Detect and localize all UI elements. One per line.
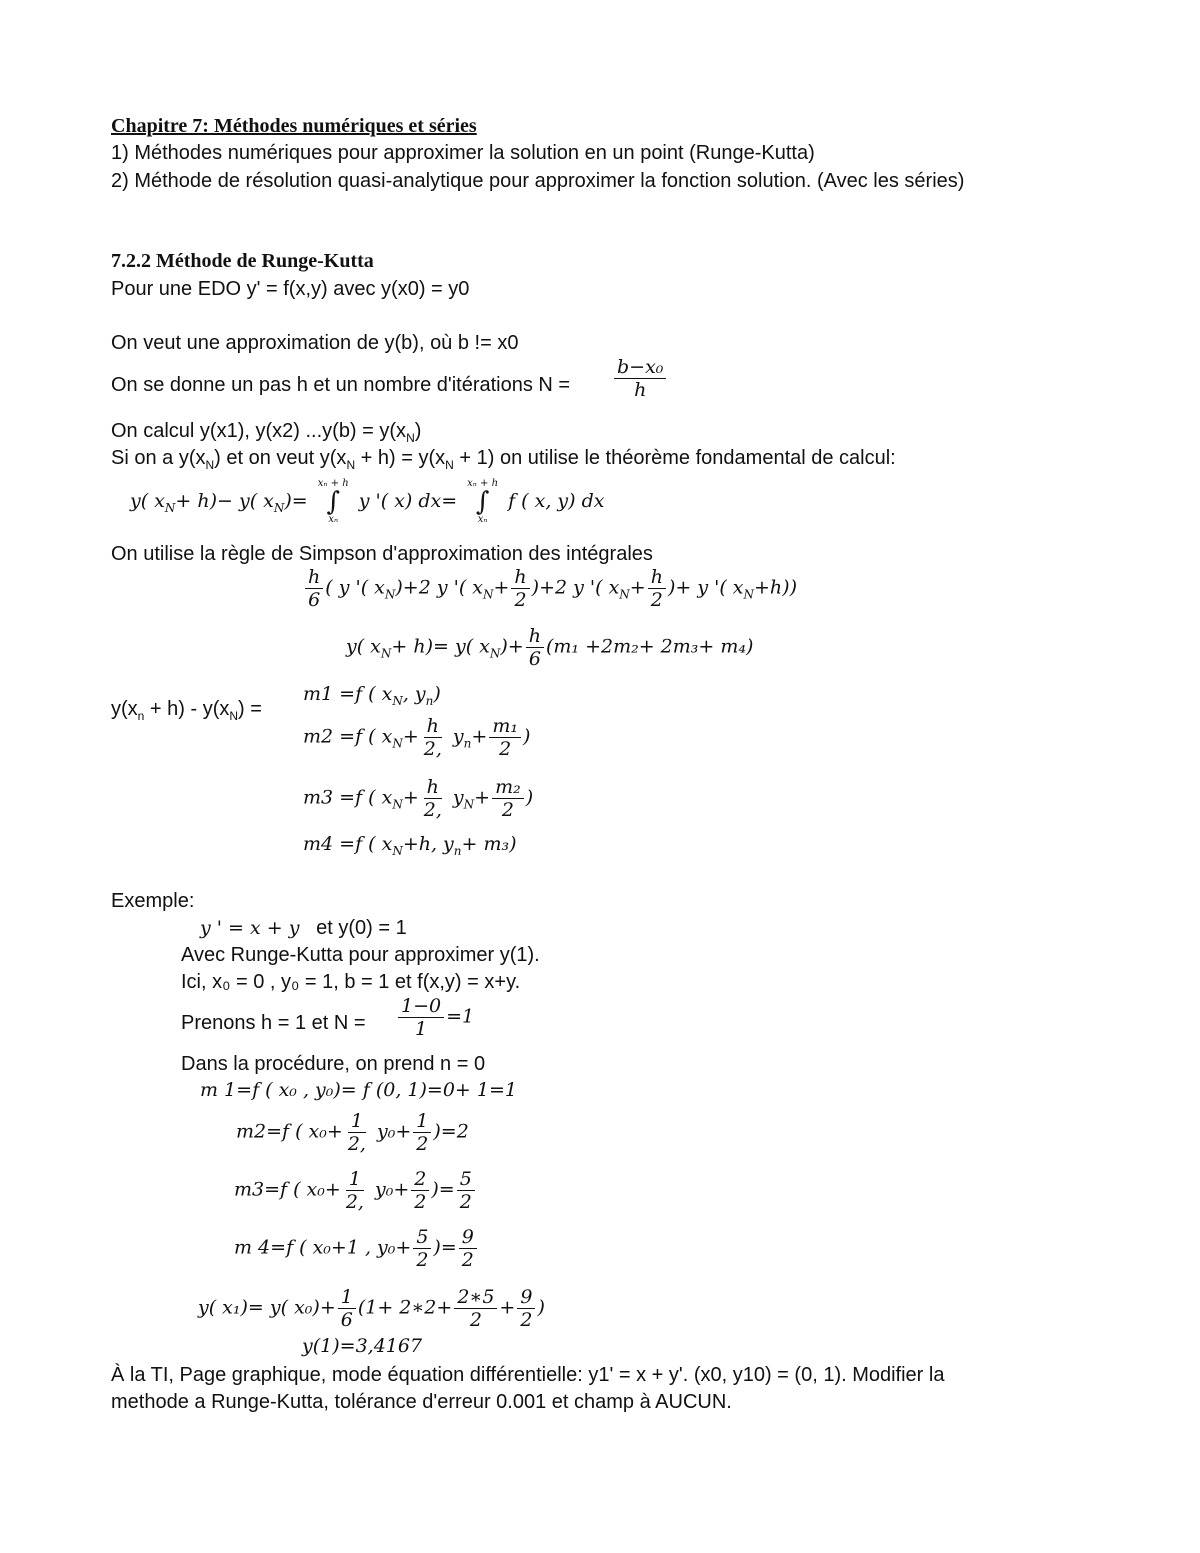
fraction-denominator: 2 [501,799,514,821]
fraction-denominator: 2 [414,1191,427,1213]
subscript: N [483,587,494,602]
math-text: +h)) [754,576,797,599]
chapter-title: Chapitre 7: Méthodes numériques et séries [111,115,477,137]
text: ) [414,420,422,442]
paragraph: Pour une EDO y' = f(x,y) avec y(x0) = y0 [111,278,470,300]
math-text: ) [525,786,534,809]
math-text: y '( x) dx= [358,490,458,512]
math-text: m1 =f ( x [303,683,393,705]
paragraph: Dans la procédure, on prend n = 0 [181,1053,486,1075]
fraction-numerator: h [305,566,323,589]
math-text: )+ [500,635,524,658]
math-text: y ' = x + y [200,917,300,939]
fraction-denominator: 6 [340,1309,353,1331]
paragraph: On se donne un pas h et un nombre d'itérations N = [111,374,571,396]
integral-sign: xₙ + h ∫ xₙ [467,478,499,525]
math-text: m2 =f ( x [303,725,393,748]
math-text: + h)= y( x [391,635,490,658]
fraction-denominator: 2 [514,589,527,611]
math-text: y( x₁)= y( x₀)+ [198,1296,336,1319]
fraction-denominator: 2 [461,1249,474,1271]
subscript: N [743,587,755,602]
math-text: m2=f ( x₀+ [236,1120,343,1143]
math-text: y₀+ [368,1178,410,1201]
math-text: y( x [130,490,165,512]
fraction-numerator: 2 [411,1168,429,1191]
m1-formula [303,682,441,713]
fraction-numerator: b−x₀ [614,356,666,379]
subscript: N [273,500,285,515]
math-text: + [499,1296,516,1319]
math-text: m 4=f ( x₀+1 , y₀+ [234,1236,412,1259]
math-text: )+2 y '( x [531,576,620,599]
example-m1: m 1=f ( x₀ , y₀)= f (0, 1)=0+ 1=1 [200,1079,517,1101]
fraction-denominator: 6 [308,589,321,611]
paragraph: Avec Runge-Kutta pour approximer y(1). [181,944,540,966]
subscript: N [619,587,630,602]
step-fraction [612,356,668,401]
subscript: N [406,431,415,445]
math-text: ) [537,1296,545,1319]
list-item: 1) Méthodes numériques pour approximer la solution en un point (Runge-Kutta) [111,142,815,164]
math-text: + h)− y( x [175,490,274,512]
text: et y(0) = 1 [316,917,407,939]
integral-lower: xₙ [477,514,488,525]
fraction-numerator: 1 [338,1286,356,1309]
math-text: )=2 [433,1120,469,1143]
math-text: (1+ 2∗2+ [357,1296,453,1319]
math-text: y( x [346,635,381,658]
math-text: + [629,576,646,599]
math-text: (m₁ +2m₂+ 2m₃+ m₄) [545,635,754,658]
paragraph: On utilise la règle de Simpson d'approximation des intégrales [111,543,653,565]
math-text: )= [431,1178,455,1201]
example-result: y(1)=3,4167 [302,1335,423,1357]
m4-formula [303,832,517,863]
fraction-denominator: 2 [416,1133,429,1155]
subscript: n [425,693,434,708]
math-text: y [446,786,464,809]
math-text: =1 [446,1005,475,1028]
example-m4 [234,1226,479,1271]
section-title: 7.2.2 Méthode de Runge-Kutta [111,250,374,272]
math-text: )= [284,490,308,512]
math-text: )+ y '( x [667,576,744,599]
paragraph: On veut une approximation de y(b), où b != x0 [111,332,519,354]
example-m2 [236,1110,469,1155]
fraction-denominator: 2, [345,1191,364,1213]
fraction-numerator: 5 [457,1168,475,1191]
example-m3 [234,1168,477,1213]
math-text: +h, y [402,833,454,855]
paragraph: Ici, x₀ = 0 , y₀ = 1, b = 1 et f(x,y) = x+y. [181,971,521,993]
math-text: + [493,576,510,599]
math-text: ) [433,683,441,705]
subscript: N [229,709,239,723]
fraction-numerator: h [526,625,544,648]
subscript: N [392,693,403,708]
integral-upper: xₙ + h [317,478,349,489]
text: + h) - y(x [144,698,230,720]
fraction-numerator: h [424,776,442,799]
subscript: n [137,709,145,723]
fraction-denominator: 2, [423,799,442,821]
fraction-numerator: 1 [346,1168,364,1191]
fraction-denominator: 1 [415,1018,428,1040]
fraction-denominator: 2 [499,738,512,760]
subscript: N [392,736,403,751]
integral-lower: xₙ [328,514,339,525]
fraction-denominator: 2 [469,1309,482,1331]
math-text: y [446,725,464,748]
text: y(x [111,698,138,720]
math-text: + [474,786,491,809]
subscript: N [463,797,475,812]
text: ) = [238,698,262,720]
math-text: m3=f ( x₀+ [234,1178,341,1201]
difference-label [111,696,262,729]
example-y1 [198,1286,545,1331]
paragraph [111,445,896,478]
fraction-denominator: 2, [347,1133,366,1155]
text: Si on a y(x [111,447,206,469]
subscript: N [380,646,392,661]
fraction-numerator: m₂ [492,776,524,799]
fraction-numerator: h [648,566,666,589]
math-text: m3 =f ( x [303,786,393,809]
fraction-numerator: 9 [459,1226,477,1249]
math-text: )+2 y '( x [395,576,483,599]
math-text: )= [433,1236,457,1259]
fraction-numerator: 5 [413,1226,431,1249]
fraction-numerator: 1 [348,1110,366,1133]
math-text: , y [402,683,426,705]
subscript: N [346,458,356,472]
m3-formula [303,776,533,821]
subscript: n [453,843,462,858]
fraction-numerator: h [511,566,529,589]
ftc-equation [130,478,604,526]
list-item: 2) Méthode de résolution quasi-analytique pour approximer la fonction solution. (Avec les séries) [111,170,965,192]
fraction-numerator: 9 [517,1286,535,1309]
fraction-denominator: 2, [423,738,442,760]
fraction-denominator: 2 [650,589,663,611]
subscript: N [445,458,454,472]
subscript: N [205,458,215,472]
example-label: Exemple: [111,890,195,912]
fraction-denominator: 2 [520,1309,533,1331]
text: ) et on veut y(x [214,447,347,469]
subscript: N [392,797,403,812]
fraction-denominator: 2 [416,1249,429,1271]
fraction-numerator: 2∗5 [454,1286,497,1309]
paragraph: Prenons h = 1 et N = [181,1012,366,1034]
subscript: N [164,500,176,515]
subscript: n [463,736,472,751]
text: On calcul y(x1), y(x2) ...y(b) = y(x [111,420,407,442]
math-text: ) [522,725,531,748]
fraction-denominator: 2 [459,1191,472,1213]
example-equation [200,915,407,941]
math-text: + m₃) [461,833,517,855]
rk-update-formula [346,625,753,670]
simpson-formula [303,566,797,611]
math-text: y₀+ [370,1120,412,1143]
fraction-numerator: h [424,715,442,738]
math-text: ( y '( x [325,576,385,599]
paragraph: À la TI, Page graphique, mode équation différentielle: y1' = x + y'. (x0, y10) = (0, 1). Modifier la [111,1364,945,1386]
fraction-numerator: 1 [413,1110,431,1133]
math-text: f ( x, y) dx [508,490,605,512]
paragraph: methode a Runge-Kutta, tolérance d'erreur 0.001 et champ à AUCUN. [111,1391,732,1413]
fraction-numerator: 1−0 [398,995,444,1018]
math-text: + [402,786,419,809]
text: + h) = y(x [355,447,446,469]
subscript: N [392,843,403,858]
subscript: N [489,646,501,661]
math-text: + [402,725,419,748]
integral-upper: xₙ + h [467,478,499,489]
prenons-fraction [396,995,474,1040]
subscript: N [384,587,396,602]
fraction-denominator: h [634,379,647,401]
fraction-numerator: m₁ [489,715,521,738]
text: + 1) on utilise le théorème fondamental de calcul: [453,447,896,469]
fraction-denominator: 6 [528,648,541,670]
m2-formula [303,715,530,760]
math-text: + [471,725,488,748]
math-text: m4 =f ( x [303,833,393,855]
integral-sign: xₙ + h ∫ xₙ [317,478,349,525]
